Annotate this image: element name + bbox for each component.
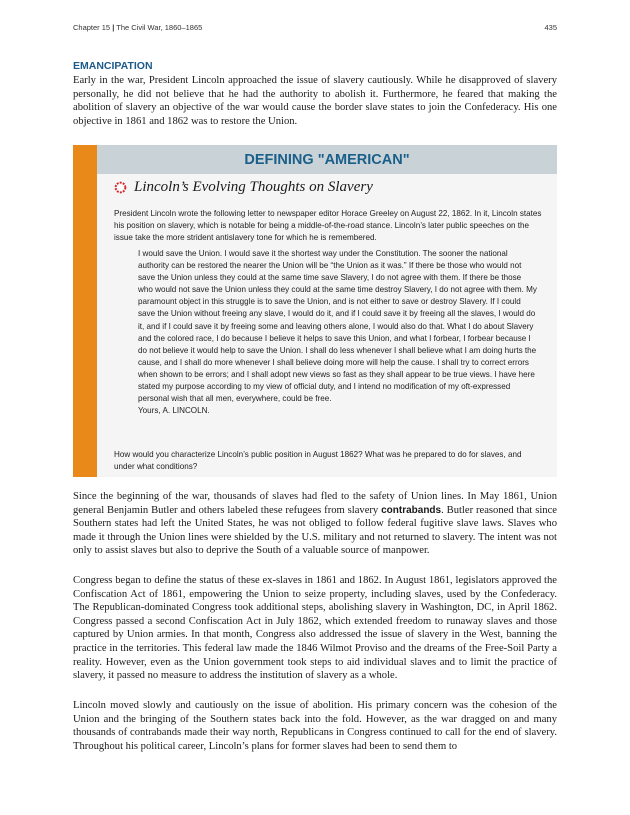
lincoln-abolition-paragraph: Lincoln moved slowly and cautiously on the issue of abolition. His primary concern was the cohesion of the Union and the bringing of the Southern states back into the fold. However, as the war dragged on and many thousands of contrabands made their way north, Republicans in Congress continued to call for the end of slavery. Throughout his political career, Lincoln’s plans for former slaves had been to send them to	[73, 700, 557, 752]
contrabands-paragraph: Since the beginning of the war, thousands of slaves had fled to the safety of Union lines. In May 1861, Union general Benjamin Butler and others labeled these refugees from slavery contrabands. Butler reasoned that since Southern states had left the United States, he was not obliged to follow federal fugitive slave laws. Slaves who made it through the Union lines were shielded by the U.S. military and not returned to slavery. The intent was not only to assist slaves but also to deprive the South of a valuable source of manpower.	[73, 491, 557, 557]
feature-title-text: Lincoln’s Evolving Thoughts on Slavery	[134, 179, 373, 195]
feature-title	[113, 179, 373, 196]
key-term-contrabands: contrabands	[381, 504, 442, 516]
feature-intro: President Lincoln wrote the following letter to newspaper editor Horace Greeley on August 22, 1862. In it, Lincoln states his position on slavery, which is notable for being a middle-of-the-road stance. Lincoln’s later public speeches on the issue take the more strident antislavery tone for which he is remembered.	[114, 209, 542, 243]
defining-american-feature-box	[73, 145, 557, 477]
feature-band-heading: DEFINING "AMERICAN"	[97, 145, 557, 174]
feature-accent-bar	[73, 145, 97, 477]
congress-paragraph: Congress began to define the status of these ex-slaves in 1861 and 1862. In August 1861, legislators approved the Confiscation Act of 1861, empowering the Union to seize property, including slaves, used by the Confederacy. The Republican-dominated Congress took additional steps, abolishing slavery in Washington, DC, in April 1862. Congress passed a second Confiscation Act in July 1862, which extended freedom to runaway slaves and those captured by Union armies. In that month, Congress also addressed the issue of slavery in the West, banning the practice in the territories. This federal law made the 1846 Wilmot Proviso and the dreams of the Free-Soil Party a reality. However, even as the Union government took steps to aid individual slaves and to limit the practice of slavery, it passed no measure to address the institution of slavery as a whole.	[73, 575, 557, 682]
feature-question: How would you characterize Lincoln’s public position in August 1862? What was he prepared to do for slaves, and under what conditions?	[114, 450, 522, 472]
chapter-label: Chapter 15 | The Civil War, 1860–1865	[73, 23, 203, 32]
letter-signature: Yours, A. LINCOLN.	[138, 406, 210, 416]
sunburst-icon	[113, 180, 128, 195]
letter-body: I would save the Union. I would save it the shortest way under the Constitution. The sooner the national authority can be restored the nearer the Union will be “the Union as it was.” If there be those who would not save the Union unless they could at the same time save Slavery, I do not agree with them. If there be those who would not save the Union unless they could at the same time destroy Slavery, I do not agree with them. My paramount object in this struggle is to save the Union, and is not either to save or destroy Slavery. If I could save the Union without freeing any slave, I would do it, and if I could save it by freeing all the slaves, I would do it, and if I could save it by freeing some and leaving others alone, I would also do that. What I do about Slavery and the colored race, I do because I believe it helps to save this Union, and what I forbear, I forbear because I do not believe it would help to save the Union. I shall do less whenever I shall believe what I am doing hurts the cause, and I shall do more whenever I shall believe doing more will help the cause. I shall try to correct errors when shown to be errors; and I shall adopt new views so fast as they shall appear to be true views. I have here stated my purpose according to my view of official duty, and I intend no modification of my oft-expressed personal wish that all men, everywhere, could be free.	[138, 249, 537, 404]
page-number: 435	[544, 23, 557, 32]
section-heading: EMANCIPATION	[73, 60, 153, 72]
lincoln-letter-quote	[138, 248, 538, 417]
intro-paragraph: Early in the war, President Lincoln approached the issue of slavery cautiously. While he disapproved of slavery personally, he did not believe that he had the authority to abolish it. Furthermore, he feared that making the abolition of slavery an objective of the war would cause the border slave states to join the Confederacy. His one objective in 1861 and 1862 was to restore the Union.	[73, 75, 557, 127]
running-header	[73, 23, 557, 32]
